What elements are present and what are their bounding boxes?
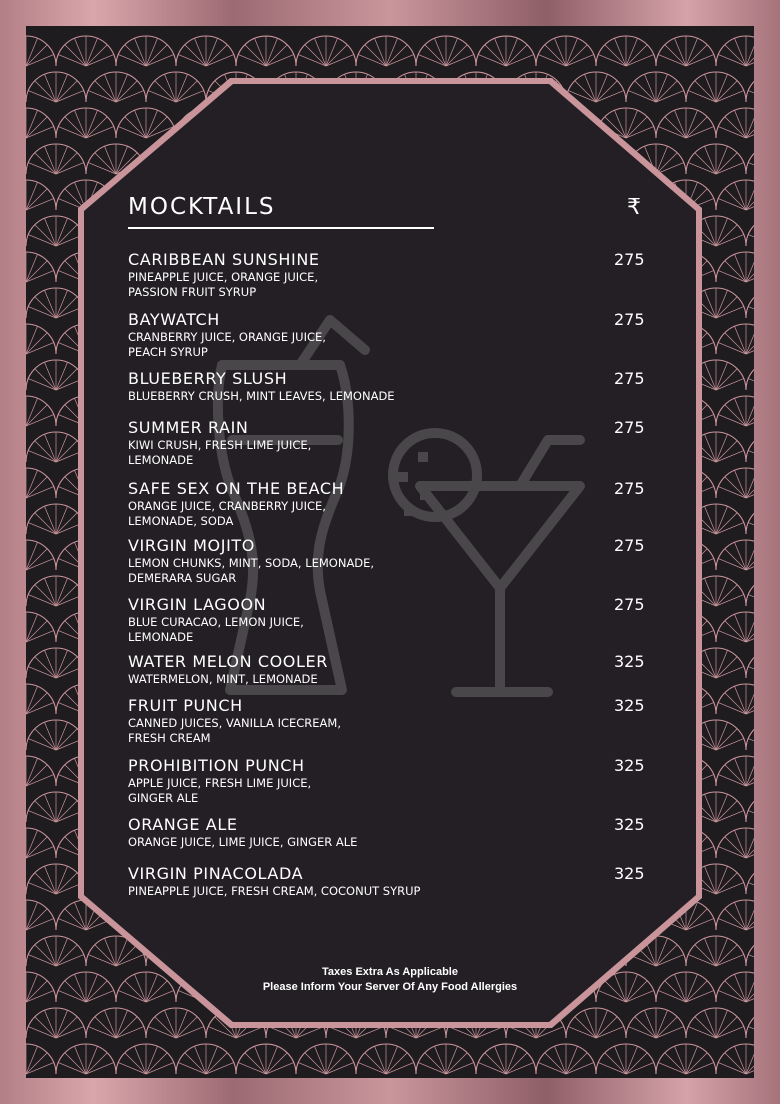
menu-item-description: PEACH SYRUP [128, 345, 208, 359]
menu-item-price: 275 [614, 369, 645, 388]
menu-item-description: CANNED JUICES, VANILLA ICECREAM, [128, 716, 341, 730]
section-title: MOCKTAILS [128, 194, 276, 220]
menu-item-description: LEMON CHUNKS, MINT, SODA, LEMONADE, [128, 556, 375, 570]
menu-item-description: FRESH CREAM [128, 731, 211, 745]
menu-item-name: SAFE SEX ON THE BEACH [128, 479, 345, 498]
menu-item-price: 325 [614, 696, 645, 715]
menu-item-description: GINGER ALE [128, 791, 199, 805]
menu-item-price: 275 [614, 250, 645, 269]
menu-item-name: VIRGIN MOJITO [128, 536, 255, 555]
menu-item-description: LEMONADE, SODA [128, 514, 234, 528]
menu-item-name: CARIBBEAN SUNSHINE [128, 250, 320, 269]
menu-item-description: PINEAPPLE JUICE, ORANGE JUICE, [128, 270, 319, 284]
menu-item-name: BLUEBERRY SLUSH [128, 369, 288, 388]
menu-item-name: SUMMER RAIN [128, 418, 249, 437]
menu-item-name: PROHIBITION PUNCH [128, 756, 305, 775]
menu-item-price: 275 [614, 310, 645, 329]
menu-item-description: DEMERARA SUGAR [128, 571, 237, 585]
menu-item-name: BAYWATCH [128, 310, 220, 329]
menu-item-price: 275 [614, 595, 645, 614]
menu-item-price: 325 [614, 756, 645, 775]
menu-item-price: 275 [614, 536, 645, 555]
menu-item-description: PASSION FRUIT SYRUP [128, 285, 257, 299]
menu-item-name: WATER MELON COOLER [128, 652, 328, 671]
currency-symbol: ₹ [627, 195, 641, 220]
menu-item-price: 325 [614, 815, 645, 834]
menu-item-description: KIWI CRUSH, FRESH LIME JUICE, [128, 438, 312, 452]
menu-item-price: 275 [614, 479, 645, 498]
menu-item-description: WATERMELON, MINT, LEMONADE [128, 672, 318, 686]
menu-item-description: BLUEBERRY CRUSH, MINT LEAVES, LEMONADE [128, 389, 395, 403]
menu-item-description: BLUE CURACAO, LEMON JUICE, [128, 615, 304, 629]
footer-taxes-note: Taxes Extra As Applicable [322, 966, 458, 978]
menu-item-price: 325 [614, 652, 645, 671]
menu-item-description: PINEAPPLE JUICE, FRESH CREAM, COCONUT SYRUP [128, 884, 421, 898]
menu-item-price: 275 [614, 418, 645, 437]
menu-item-description: LEMONADE [128, 630, 194, 644]
menu-item-price: 325 [614, 864, 645, 883]
menu-item-name: VIRGIN LAGOON [128, 595, 267, 614]
menu-item-description: ORANGE JUICE, CRANBERRY JUICE, [128, 499, 326, 513]
footer-allergy-note: Please Inform Your Server Of Any Food Allergies [262, 981, 518, 993]
menu-item-description: ORANGE JUICE, LIME JUICE, GINGER ALE [128, 835, 358, 849]
menu-item-name: VIRGIN PINACOLADA [128, 864, 304, 883]
title-underline [128, 227, 434, 229]
menu-item-name: ORANGE ALE [128, 815, 238, 834]
menu-item-name: FRUIT PUNCH [128, 696, 243, 715]
menu-item-description: CRANBERRY JUICE, ORANGE JUICE, [128, 330, 326, 344]
menu-item-description: LEMONADE [128, 453, 194, 467]
menu-item-description: APPLE JUICE, FRESH LIME JUICE, [128, 776, 312, 790]
